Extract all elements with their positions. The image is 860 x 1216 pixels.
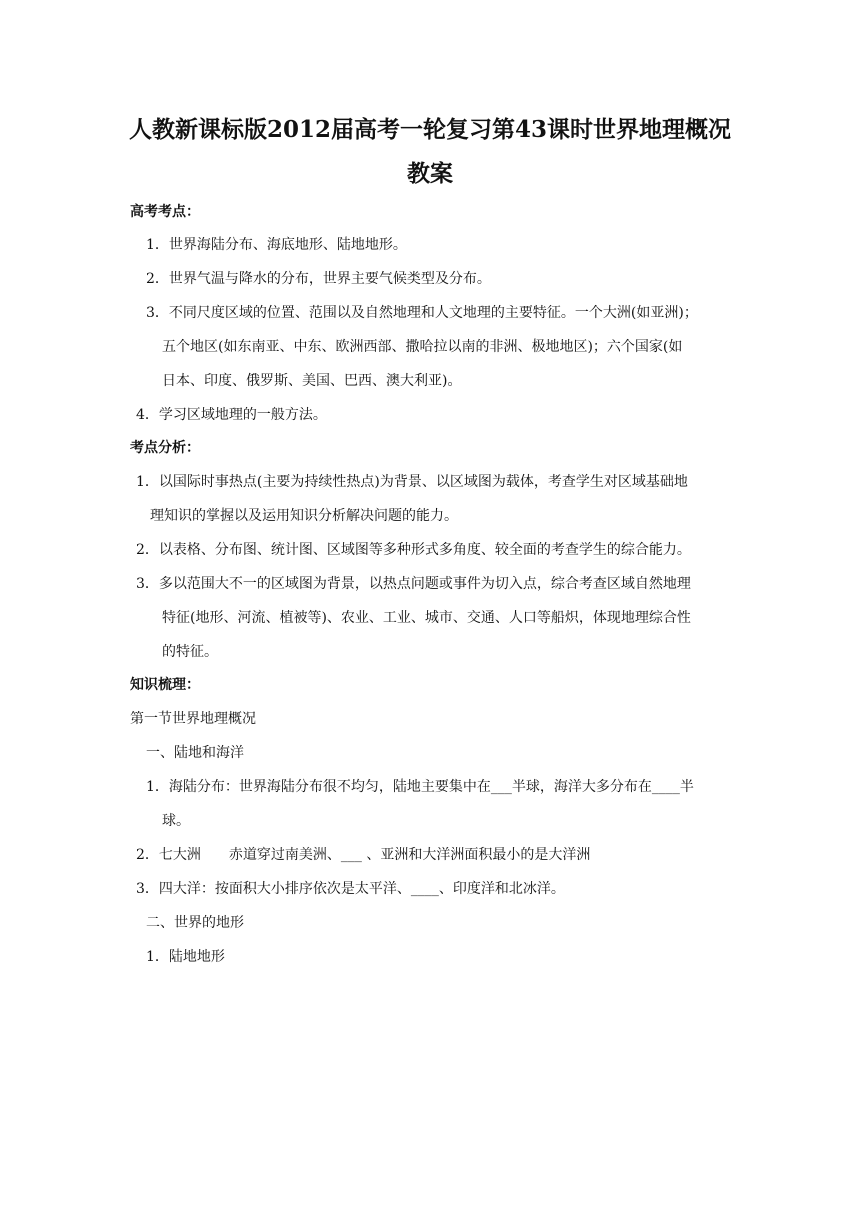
- knowledge-line: 1．海陆分布：世界海陆分布很不均匀，陆地主要集中在___半球，海洋大多分布在____半: [146, 779, 694, 795]
- knowledge-line: 二、世界的地形: [146, 915, 244, 931]
- gaokao-point: 2．世界气温与降水的分布，世界主要气候类型及分布。: [146, 271, 491, 287]
- analysis-point-continued: 理知识的掌握以及运用知识分析解决问题的能力。: [150, 508, 458, 524]
- document-title: 人教新课标版2012届高考一轮复习第43课时世界地理概况: [128, 116, 732, 143]
- knowledge-line: 第一节世界地理概况: [130, 711, 256, 727]
- analysis-point: 2．以表格、分布图、统计图、区域图等多种形式多角度、较全面的考查学生的综合能力。: [136, 542, 691, 558]
- knowledge-line: 一、陆地和海洋: [146, 745, 244, 761]
- section-heading-knowledge: 知识梳理：: [130, 677, 200, 693]
- section-heading-analysis: 考点分析：: [130, 440, 200, 456]
- gaokao-point-continued: 五个地区(如东南亚、中东、欧洲西部、撒哈拉以南的非洲、极地地区)；六个国家(如: [162, 339, 683, 355]
- section-heading-gaokao: 高考考点：: [130, 204, 200, 220]
- analysis-point: 3．多以范围大不一的区域图为背景，以热点问题或事件为切入点，综合考查区域自然地理: [136, 576, 691, 592]
- analysis-point-continued: 特征(地形、河流、植被等)、农业、工业、城市、交通、人口等船炽，体现地理综合性: [162, 610, 691, 626]
- gaokao-point: 3．不同尺度区域的位置、范围以及自然地理和人文地理的主要特征。一个大洲(如亚洲)；: [146, 305, 698, 321]
- knowledge-line-continued: 球。: [162, 813, 190, 829]
- knowledge-line: 2．七大洲 赤道穿过南美洲、___ 、亚洲和大洋洲面积最小的是大洋洲: [136, 847, 591, 863]
- document-title-continued: 教案: [407, 160, 453, 187]
- knowledge-line: 1．陆地地形: [146, 949, 225, 965]
- analysis-point: 1．以国际时事热点(主要为持续性热点)为背景、以区域图为载体，考查学生对区域基础地: [136, 474, 688, 490]
- gaokao-point-continued: 日本、印度、俄罗斯、美国、巴西、澳大利亚)。: [162, 373, 462, 389]
- gaokao-point: 4．学习区域地理的一般方法。: [136, 407, 327, 423]
- gaokao-point: 1．世界海陆分布、海底地形、陆地地形。: [146, 237, 407, 253]
- knowledge-line: 3．四大洋：按面积大小排序依次是太平洋、____、印度洋和北冰洋。: [136, 881, 565, 897]
- analysis-point-continued: 的特征。: [162, 644, 218, 660]
